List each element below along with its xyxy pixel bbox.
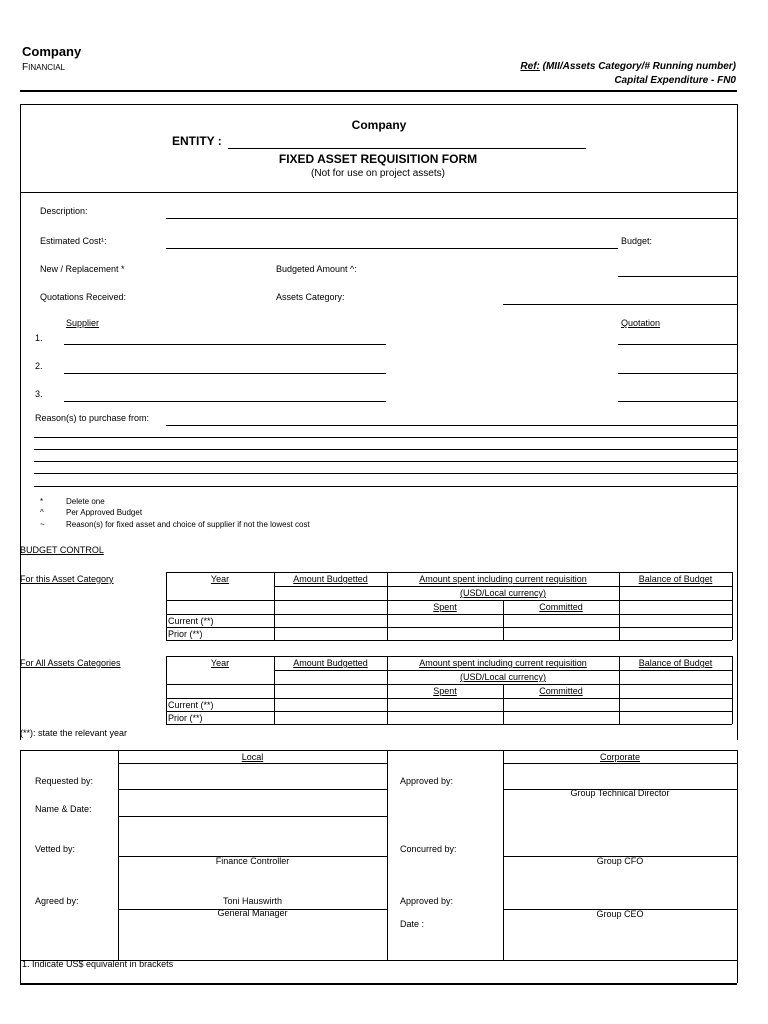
- form-subtitle: (Not for use on project assets): [311, 168, 445, 179]
- approved-by-2-label: Approved by:: [400, 896, 454, 906]
- quotation-heading: Quotation: [621, 318, 661, 328]
- ap-hline-local-head: [118, 763, 387, 764]
- supplier-row-2-number: 2.: [35, 361, 43, 371]
- form-box-top: [20, 104, 737, 105]
- t2-line-4: [166, 711, 732, 712]
- supplier-row-1-number: 1.: [35, 333, 43, 343]
- company-name: Company: [22, 44, 82, 59]
- estimated-cost-label: Estimated Cost¹:: [40, 236, 107, 246]
- group-technical-director-label: Group Technical Director: [570, 788, 670, 798]
- vetted-by-label: Vetted by:: [35, 844, 76, 854]
- t2-col-spent-incl: Amount spent including current requisition: [419, 658, 587, 668]
- t2-col-year: Year: [210, 658, 230, 668]
- t2-line-2: [166, 684, 732, 685]
- t2-row-prior: Prior (**): [168, 713, 203, 723]
- reason-field-2[interactable]: [34, 437, 737, 438]
- reason-label: Reason(s) to purchase from:: [35, 413, 150, 423]
- t2-col-budgeted: Amount Budgetted: [293, 658, 368, 668]
- title-block-divider: [20, 192, 737, 193]
- t1-line-4: [166, 627, 732, 628]
- form-box-left-upper: [20, 104, 21, 192]
- t1-col-budgeted: Amount Budgetted: [293, 574, 368, 584]
- header-divider: [20, 90, 737, 92]
- t2-row-current: Current (**): [168, 700, 214, 710]
- t1-col-committed: Committed: [539, 602, 583, 612]
- form-title: FIXED ASSET REQUISITION FORM: [278, 152, 478, 166]
- title-company: Company: [351, 118, 407, 132]
- ap-vline-corp: [503, 750, 504, 960]
- t1-row-current: Current (**): [168, 616, 214, 626]
- note-1-text: Delete one: [66, 497, 105, 506]
- note-3-text: Reason(s) for fixed asset and choice of supplier if not the lowest cost: [66, 520, 310, 529]
- supplier-3-field[interactable]: [64, 401, 386, 402]
- t1-col-spent-incl: Amount spent including current requisition: [419, 574, 587, 584]
- reason-field-3[interactable]: [34, 449, 737, 450]
- t2-vline-5: [732, 656, 733, 724]
- t1-line-5: [166, 640, 732, 641]
- ap-hline-local-2: [118, 816, 387, 817]
- budgeted-amount-label: Budgeted Amount ^:: [276, 264, 357, 274]
- new-replacement-label: New / Replacement *: [40, 264, 125, 274]
- supplier-1-field[interactable]: [64, 344, 386, 345]
- signatory-name: Toni Hauswirth: [222, 896, 283, 906]
- ap-vline-mid: [387, 750, 388, 960]
- t2-col-balance: Balance of Budget: [638, 658, 713, 668]
- ap-vline-right: [737, 750, 738, 983]
- t2-line-3: [166, 698, 732, 699]
- t2-col-committed: Committed: [539, 686, 583, 696]
- budget-field[interactable]: [618, 276, 737, 277]
- reason-field-6[interactable]: [34, 486, 737, 487]
- t1-currency: (USD/Local currency): [459, 588, 547, 598]
- quotation-1-field[interactable]: [618, 344, 737, 345]
- doc-code: Capital Expenditure - FN0: [614, 75, 736, 86]
- ap-vline-local: [118, 750, 119, 960]
- t1-col-year: Year: [210, 574, 230, 584]
- name-date-label: Name & Date:: [35, 804, 92, 814]
- t1-col-balance: Balance of Budget: [638, 574, 713, 584]
- date-label: Date :: [400, 919, 425, 929]
- department-label: [22, 62, 65, 73]
- quotations-received-label: Quotations Received:: [40, 292, 127, 302]
- group-ceo-label: Group CEO: [596, 909, 644, 919]
- department-initial: F: [22, 62, 29, 73]
- ref-line: [520, 61, 736, 72]
- footer-note: 1. Indicate US$ equivalent in brackets: [22, 959, 174, 969]
- ref-text: (MII/Assets Category/# Running number): [542, 61, 736, 72]
- local-heading: Local: [241, 752, 264, 762]
- form-box-right-upper: [737, 104, 738, 192]
- form-box-left-middle: [20, 192, 21, 740]
- t1-col-spent: Spent: [433, 602, 457, 612]
- concurred-by-label: Concurred by:: [400, 844, 457, 854]
- reason-field-5[interactable]: [34, 473, 737, 474]
- t1-line-2: [166, 600, 732, 601]
- entity-label: ENTITY :: [172, 134, 222, 148]
- quotation-2-field[interactable]: [618, 373, 737, 374]
- approved-by-label: Approved by:: [400, 776, 454, 786]
- assets-category-field[interactable]: [503, 304, 737, 305]
- t2-col-spent: Spent: [433, 686, 457, 696]
- t2-currency: (USD/Local currency): [459, 672, 547, 682]
- agreed-by-label: Agreed by:: [35, 896, 79, 906]
- t1-line-0: [166, 572, 732, 573]
- ref-label: Ref:: [520, 61, 540, 72]
- note-2-text: Per Approved Budget: [66, 508, 143, 517]
- ap-vline-left: [20, 750, 21, 983]
- ap-hline-corp-head: [503, 763, 737, 764]
- t1-vline-5: [732, 572, 733, 640]
- table2-label: For All Assets Categories: [20, 658, 121, 668]
- t2-line-5: [166, 724, 732, 725]
- table1-label: For this Asset Category: [20, 574, 114, 584]
- department-rest: INANCIAL: [28, 63, 66, 72]
- note-1-symbol: *: [40, 497, 44, 506]
- ap-hline-local-1: [118, 789, 387, 790]
- budget-label: Budget:: [621, 236, 653, 246]
- t2-line-1: [274, 670, 732, 671]
- reason-field-4[interactable]: [34, 461, 737, 462]
- note-2-symbol: ^: [40, 508, 44, 517]
- approvals-bottom: [20, 983, 737, 985]
- quotation-3-field[interactable]: [618, 401, 737, 402]
- t2-line-0: [166, 656, 732, 657]
- note-3-symbol: ~: [40, 520, 45, 529]
- t1-line-1: [274, 586, 732, 587]
- reason-field-1[interactable]: [166, 425, 737, 426]
- entity-field[interactable]: [228, 148, 586, 149]
- supplier-heading: Supplier: [66, 318, 100, 328]
- budget-footnote: (**): state the relevant year: [20, 728, 128, 738]
- assets-category-label: Assets Category:: [276, 292, 345, 302]
- t1-line-3: [166, 614, 732, 615]
- finance-controller-label: Finance Controller: [215, 856, 290, 866]
- corporate-heading: Corporate: [599, 752, 641, 762]
- description-field[interactable]: [166, 218, 737, 219]
- t1-row-prior: Prior (**): [168, 629, 203, 639]
- supplier-2-field[interactable]: [64, 373, 386, 374]
- requested-by-label: Requested by:: [35, 776, 94, 786]
- estimated-cost-field[interactable]: [166, 248, 618, 249]
- group-cfo-label: Group CFO: [596, 856, 644, 866]
- supplier-row-3-number: 3.: [35, 389, 43, 399]
- budget-control-heading: BUDGET CONTROL: [20, 545, 104, 555]
- general-manager-label: General Manager: [217, 908, 288, 918]
- description-label: Description:: [40, 206, 88, 216]
- form-box-right-middle: [737, 192, 738, 740]
- approvals-top: [20, 750, 737, 751]
